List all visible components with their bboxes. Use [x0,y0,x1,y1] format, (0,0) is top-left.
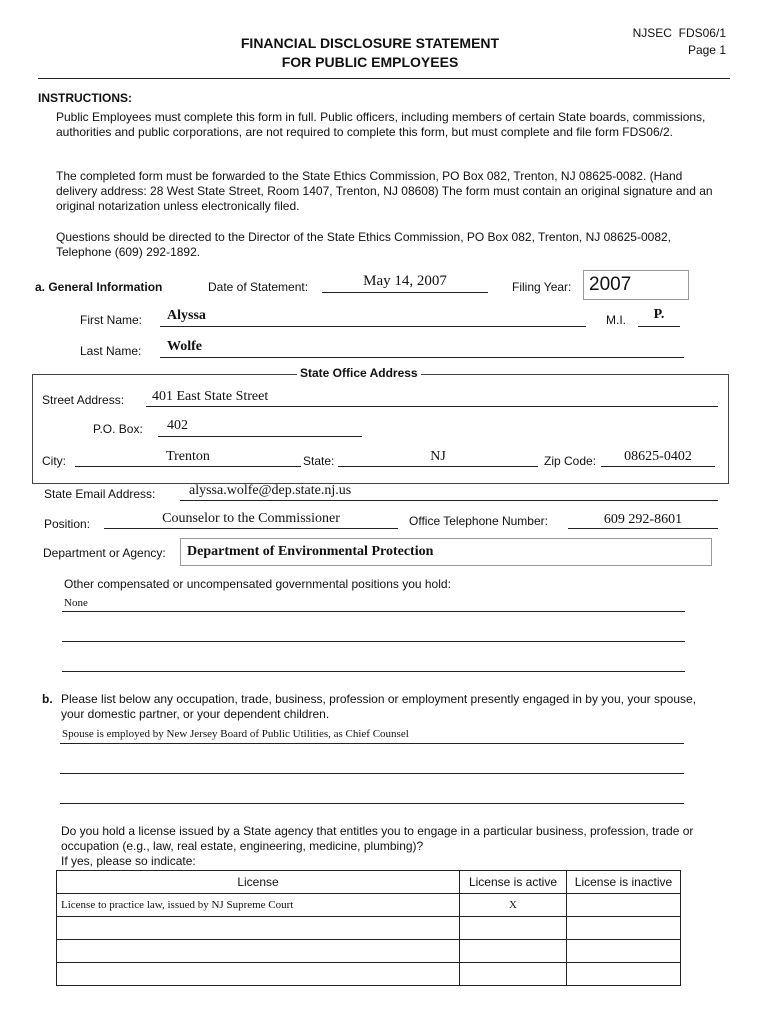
license-question-indicate: If yes, please so indicate: [61,854,196,868]
street-address-label: Street Address: [42,393,125,407]
table-row [57,963,681,986]
zip-code-field[interactable] [601,466,715,467]
license-active-cell[interactable] [460,963,567,986]
header-divider [38,78,730,79]
city-field[interactable] [75,466,301,467]
po-box-label: P.O. Box: [93,422,143,436]
department-field[interactable] [180,538,712,566]
mi-field[interactable] [638,326,680,327]
form-code: NJSEC FDS06/1 [632,26,726,40]
position-label: Position: [44,517,91,531]
form-title-line1: FINANCIAL DISCLOSURE STATEMENT [240,35,500,51]
department-label: Department or Agency: [43,546,166,560]
license-header: License [57,871,460,894]
page-number: Page 1 [687,43,726,57]
date-of-statement-label: Date of Statement: [208,280,309,294]
occupation-line-3[interactable] [60,803,684,804]
license-question: Do you hold a license issued by a State agency that entitles you to engage in a particular business, profession, trade or occupation (e.g., law, real estate, engineering, medicine, plumbing)? [61,824,694,853]
po-box-value: 402 [167,418,188,433]
license-table [56,870,681,986]
license-name-cell[interactable] [57,917,460,940]
license-name-cell[interactable] [57,940,460,963]
general-info-heading: a. General Information [35,280,163,294]
license-inactive-header: License is inactive [567,871,681,894]
mi-value: P. [653,307,665,322]
last-name-label: Last Name: [80,344,142,358]
zip-code-label: Zip Code: [544,454,597,468]
street-address-value: 401 East State Street [152,389,269,404]
license-inactive-cell[interactable] [567,963,681,986]
other-positions-line-1[interactable] [62,611,685,612]
section-b-text: Please list below any occupation, trade, business, profession or employment presently engaged in by you, your spouse, your domestic partner, or your dependent children. [61,692,697,721]
first-name-field[interactable] [160,326,586,327]
last-name-value: Wolfe [167,339,202,354]
instructions-para-1: Public Employees must complete this form in full. Public officers, including members of certain State boards, commissions, authorities and public corporations, are not required to complete this form, but must complete and file form FDS06/2. [56,110,706,139]
office-phone-value: 609 292-8601 [603,512,683,527]
state-value: NJ [430,449,446,464]
state-field[interactable] [338,466,538,467]
other-positions-line-3[interactable] [62,671,685,672]
occupation-line-1[interactable] [60,743,684,744]
last-name-field[interactable] [160,357,684,358]
filing-year-field[interactable] [583,270,689,300]
filing-year-value: 2007 [589,274,632,295]
table-row [57,894,681,917]
state-label: State: [303,454,335,468]
position-field[interactable] [104,528,398,529]
license-active-cell[interactable]: X [460,894,567,917]
license-active-header: License is active [460,871,567,894]
state-email-value: alyssa.wolfe@dep.state.nj.us [189,483,352,498]
license-name-cell[interactable]: License to practice law, issued by NJ Supreme Court [57,894,460,917]
first-name-label: First Name: [80,313,143,327]
instructions-para-2: The completed form must be forwarded to the State Ethics Commission, PO Box 082, Trenton, NJ 08625-0082. (Hand delivery address: 28 West State Street, Room 1407, Trenton, NJ 08608) The form must contain an original signature and an original notarization unless electronically filed. [56,169,713,213]
table-row [57,940,681,963]
instructions-heading: INSTRUCTIONS: [38,91,132,105]
filing-year-label: Filing Year: [512,280,572,294]
form-title [200,34,540,72]
city-label: City: [42,454,66,468]
office-phone-field[interactable] [568,528,718,529]
other-positions-line-2[interactable] [62,641,685,642]
date-of-statement-value: May 14, 2007 [363,273,447,289]
license-inactive-cell[interactable] [567,894,681,917]
table-row [57,917,681,940]
license-active-cell[interactable] [460,917,567,940]
position-value: Counselor to the Commissioner [162,511,340,526]
license-name-cell[interactable] [57,963,460,986]
state-email-field[interactable] [180,500,718,501]
license-table-header [57,871,681,894]
po-box-field[interactable] [158,436,362,437]
occupation-line-2[interactable] [60,773,684,774]
state-email-label: State Email Address: [44,487,156,501]
occupation-value: Spouse is employed by New Jersey Board of Public Utilities, as Chief Counsel [62,728,409,740]
other-positions-label: Other compensated or uncompensated governmental positions you hold: [64,577,451,591]
license-inactive-cell[interactable] [567,940,681,963]
other-positions-value: None [64,597,88,609]
license-inactive-cell[interactable] [567,917,681,940]
first-name-value: Alyssa [167,308,206,323]
office-phone-label: Office Telephone Number: [409,514,548,528]
license-active-cell[interactable] [460,940,567,963]
department-value: Department of Environmental Protection [187,544,434,559]
state-office-address-heading: State Office Address [297,366,421,380]
date-of-statement-field[interactable] [322,292,488,293]
street-address-field[interactable] [146,406,718,407]
section-b-marker: b. [42,692,53,706]
form-title-line2: FOR PUBLIC EMPLOYEES [281,54,459,70]
mi-label: M.I. [606,313,626,327]
form-code-block [633,25,726,59]
instructions-para-3: Questions should be directed to the Director of the State Ethics Commission, PO Box 082, Trenton, NJ 08625-0082, Telephone (609) 292-1892. [56,230,671,259]
city-value: Trenton [166,449,210,464]
zip-code-value: 08625-0402 [624,449,692,464]
